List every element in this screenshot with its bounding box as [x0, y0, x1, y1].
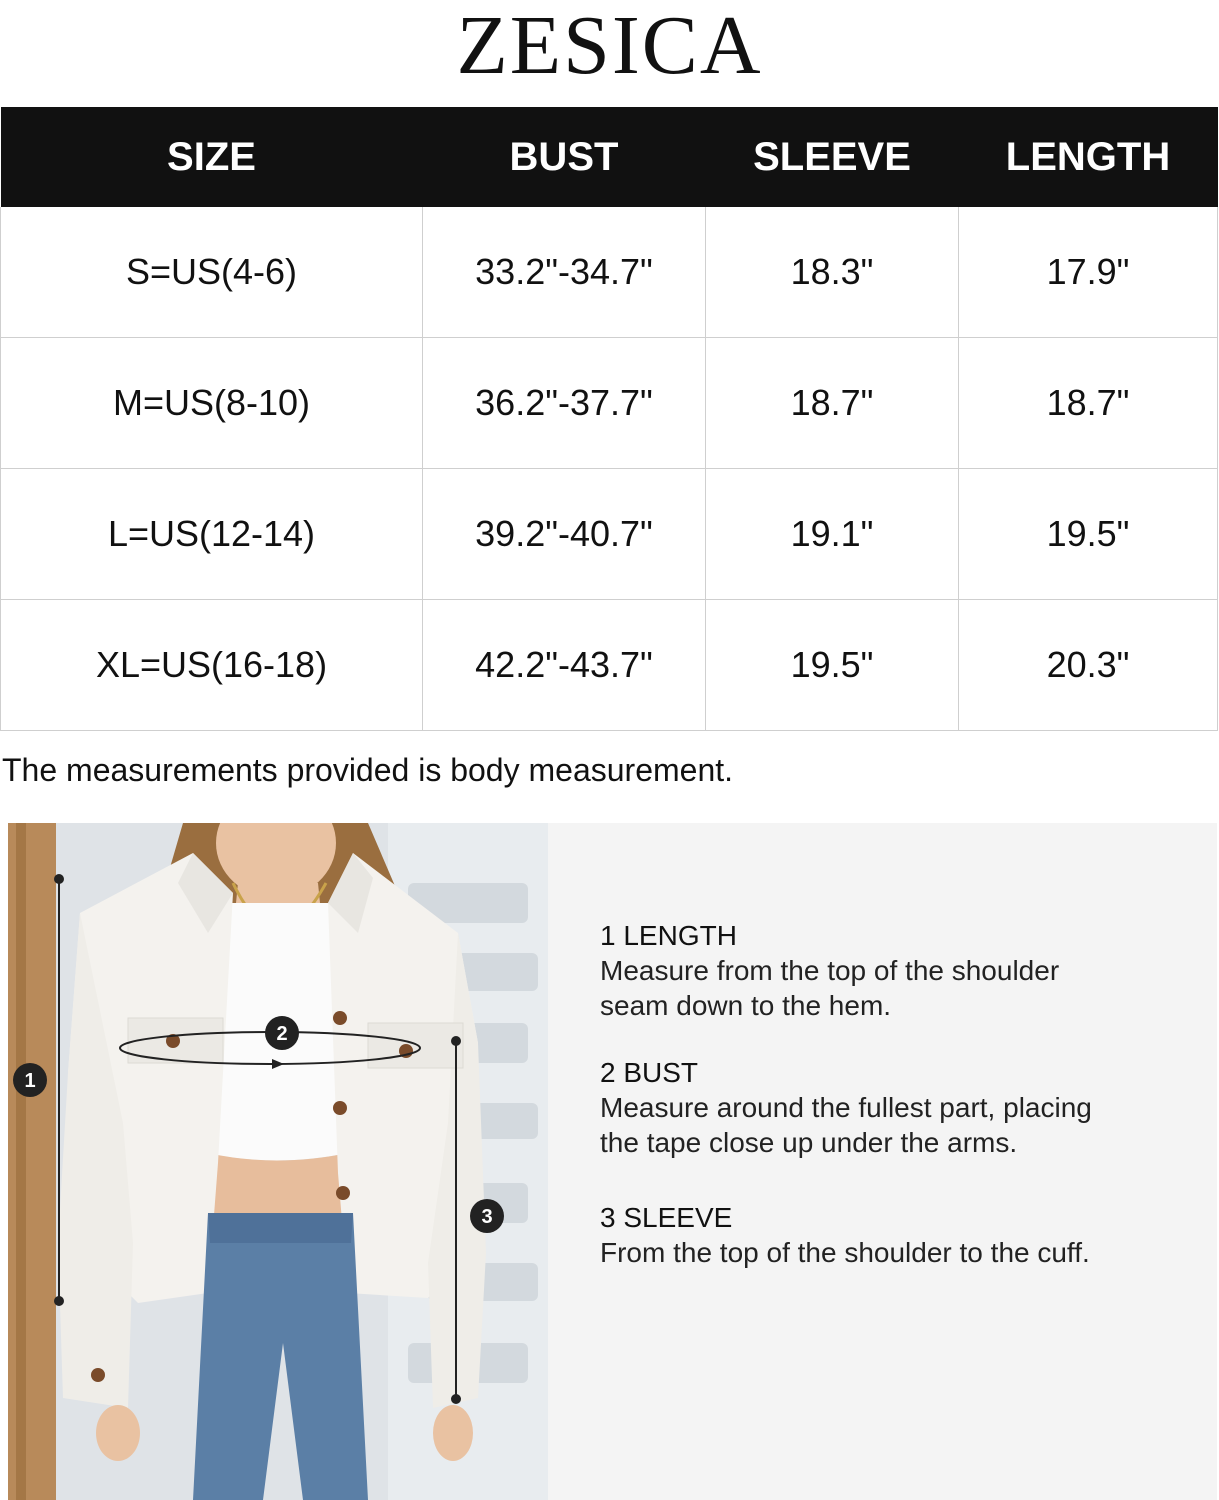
table-row — [1, 600, 1218, 731]
brand-logo: ZESICA — [456, 0, 763, 92]
table-row — [1, 207, 1218, 338]
bust-marker-label: 2 — [276, 1023, 288, 1045]
cell-bust: 33.2"-34.7" — [423, 207, 706, 338]
length-instruction-title: 1 LENGTH — [600, 920, 737, 951]
cell-length: 18.7" — [959, 338, 1218, 469]
bust-instruction — [600, 1055, 1200, 1160]
cell-size: M=US(8-10) — [1, 338, 423, 469]
cell-length: 20.3" — [959, 600, 1218, 731]
model-illustration — [8, 823, 548, 1500]
cell-sleeve: 19.5" — [706, 600, 959, 731]
length-instruction-line: Measure from the top of the shoulder — [600, 955, 1060, 986]
cell-bust: 36.2"-37.7" — [423, 338, 706, 469]
sleeve-instruction-title: 3 SLEEVE — [600, 1202, 733, 1233]
cell-length: 17.9" — [959, 207, 1218, 338]
measurement-note: The measurements provided is body measurement. — [2, 752, 734, 788]
model-photo — [8, 823, 548, 1500]
bust-instruction-line: the tape close up under the arms. — [600, 1127, 1018, 1158]
cell-sleeve: 18.3" — [706, 207, 959, 338]
cell-size: XL=US(16-18) — [1, 600, 423, 731]
bust-instruction-title: 2 BUST — [600, 1057, 699, 1088]
length-marker-label: 1 — [24, 1070, 36, 1092]
header-length: LENGTH — [959, 107, 1218, 207]
cell-sleeve: 19.1" — [706, 469, 959, 600]
length-instruction — [600, 918, 1200, 1023]
length-marker — [13, 1063, 47, 1097]
sleeve-marker — [470, 1199, 504, 1233]
bust-marker — [265, 1016, 299, 1050]
cell-bust: 42.2"-43.7" — [423, 600, 706, 731]
cell-bust: 39.2"-40.7" — [423, 469, 706, 600]
header-bust: BUST — [423, 107, 706, 207]
length-instruction-line: seam down to the hem. — [600, 990, 892, 1021]
table-row — [1, 338, 1218, 469]
size-chart-table — [0, 107, 1218, 731]
table-row — [1, 469, 1218, 600]
cell-size: L=US(12-14) — [1, 469, 423, 600]
cell-sleeve: 18.7" — [706, 338, 959, 469]
bust-instruction-line: Measure around the fullest part, placing — [600, 1092, 1092, 1123]
cell-length: 19.5" — [959, 469, 1218, 600]
cell-size: S=US(4-6) — [1, 207, 423, 338]
sleeve-marker-label: 3 — [481, 1206, 493, 1228]
sleeve-instruction — [600, 1200, 1200, 1270]
sleeve-instruction-line: From the top of the shoulder to the cuff. — [600, 1237, 1090, 1268]
table-header-row — [1, 107, 1218, 207]
header-size: SIZE — [1, 107, 423, 207]
header-sleeve: SLEEVE — [706, 107, 959, 207]
